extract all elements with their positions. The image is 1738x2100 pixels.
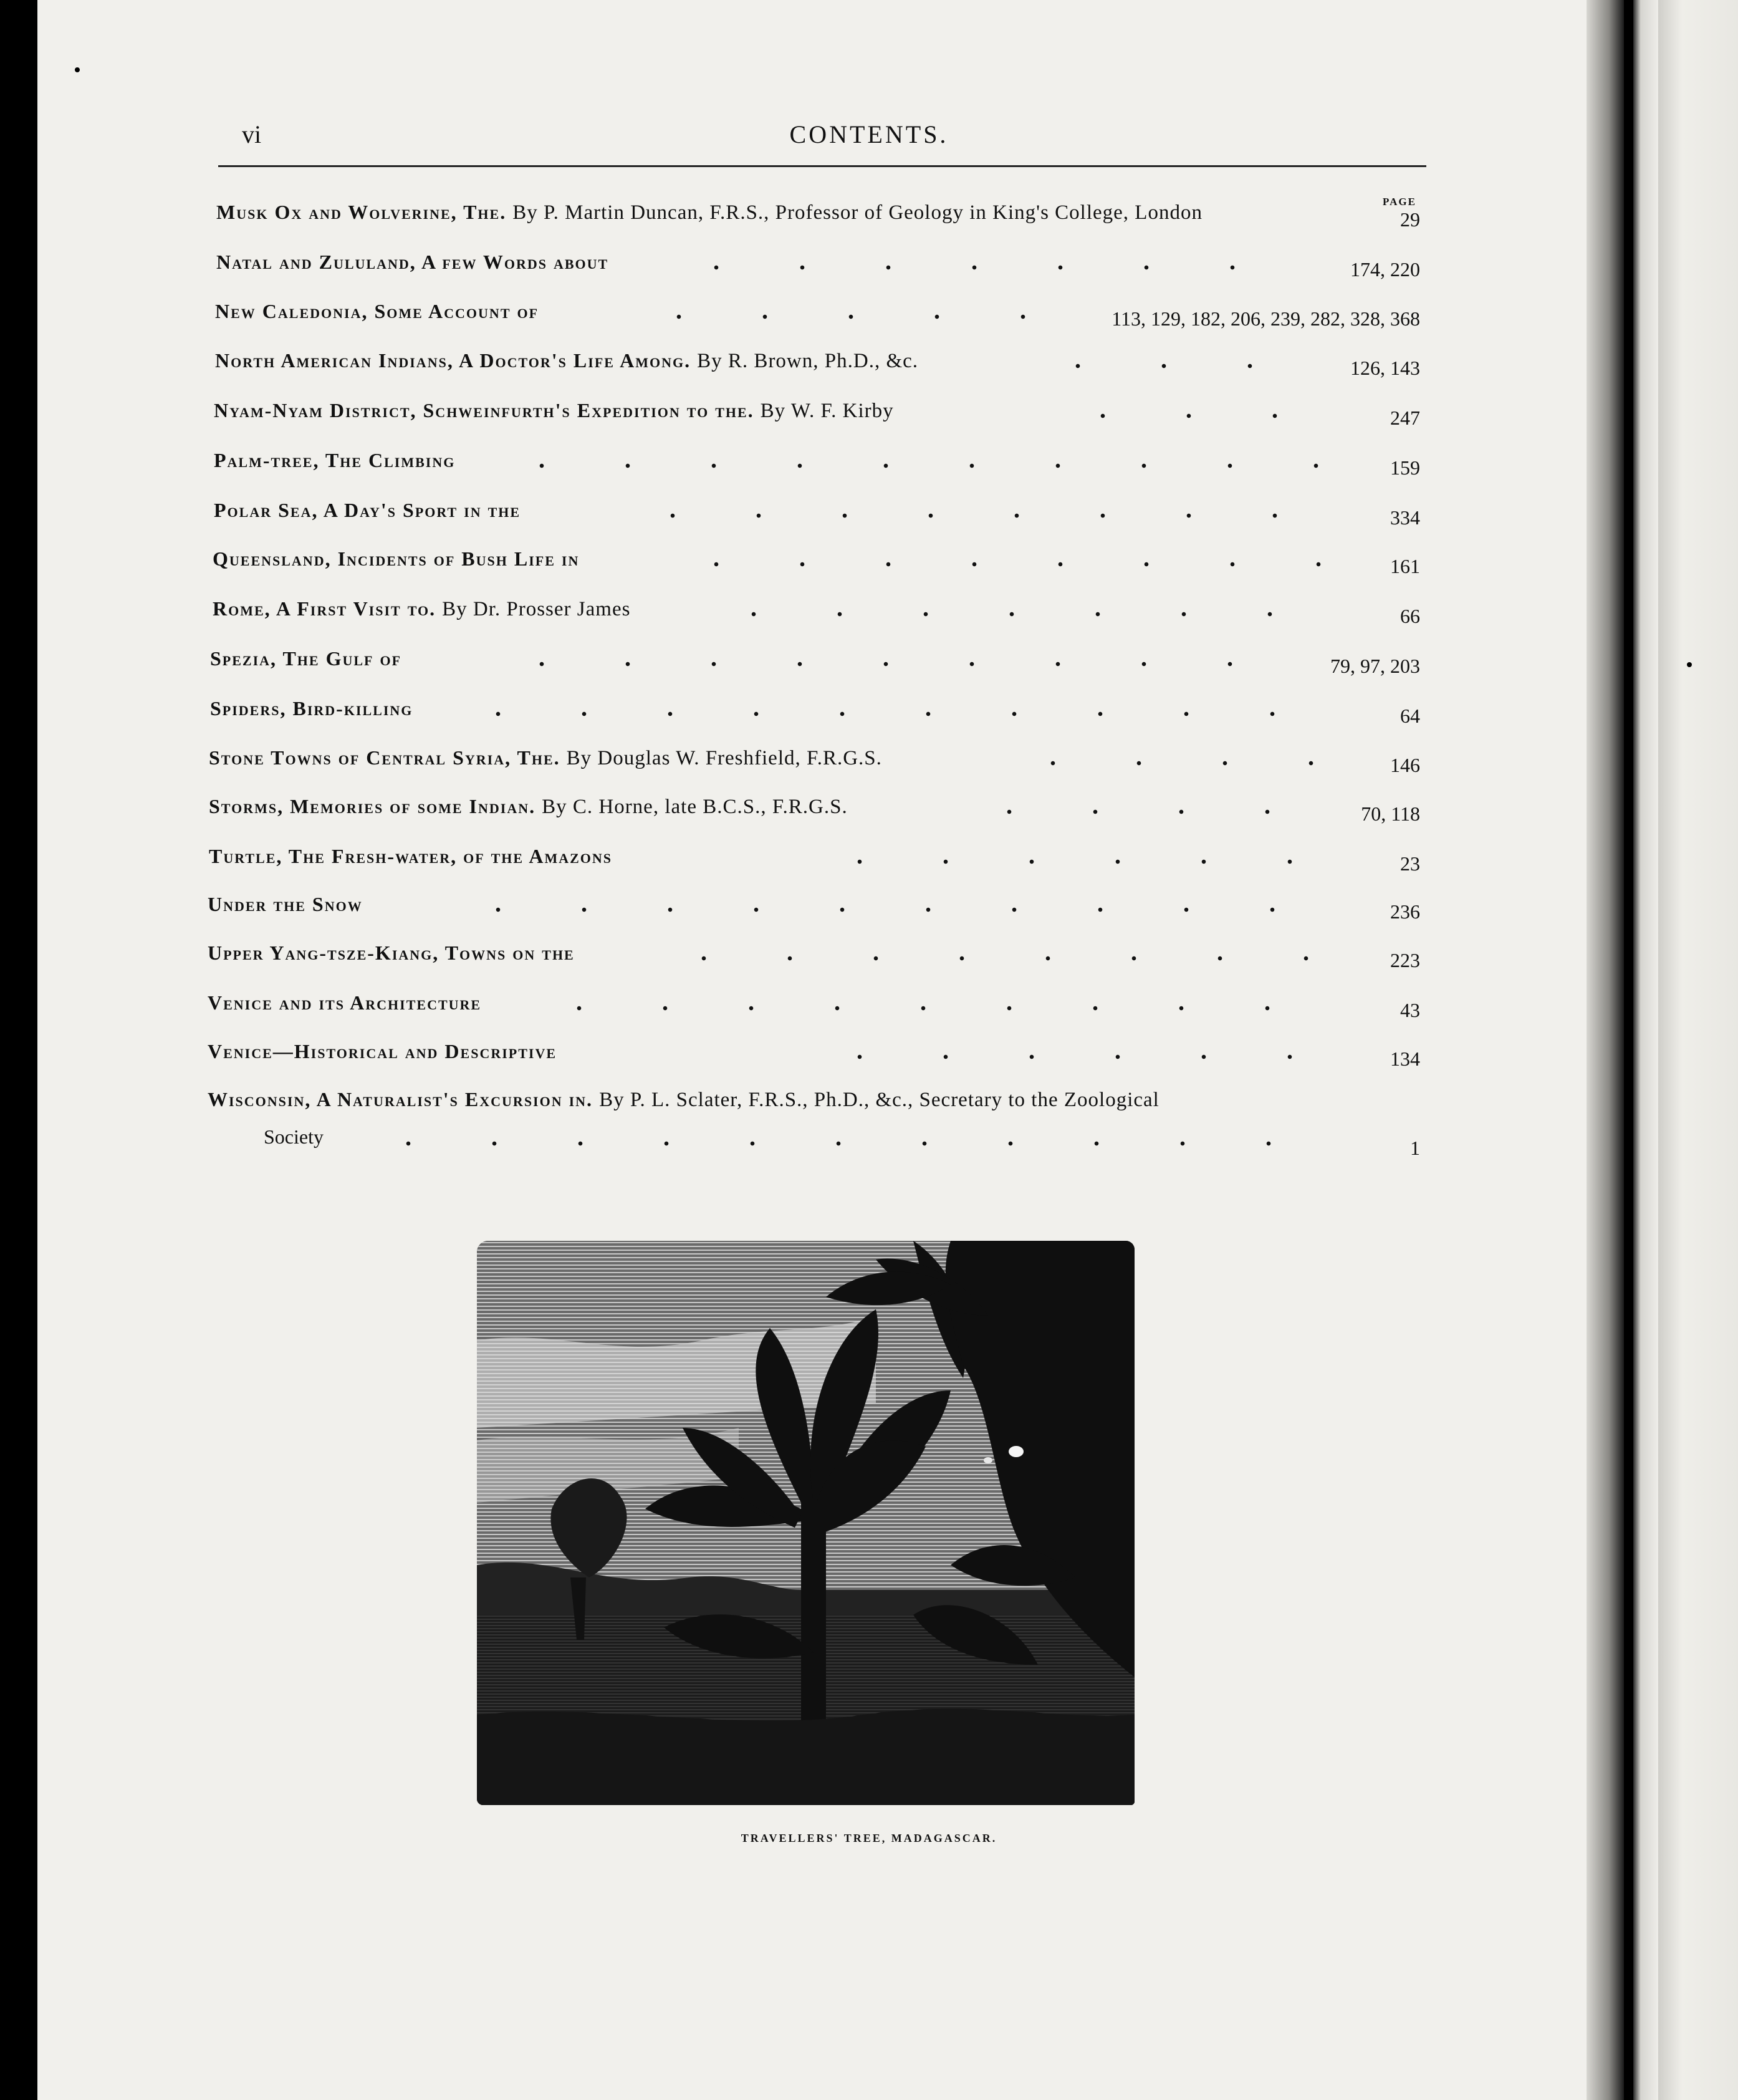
engraving-illustration [477,1241,1135,1805]
entry-title [213,597,630,621]
entry-title-text: Stone Towns of Central Syria, The. [209,746,560,769]
entry-page-number: 64 [1400,705,1420,727]
toc-entry [0,499,1738,536]
dot-leader [817,859,1359,865]
entry-title-text: Rome, A First Visit to. [213,597,436,620]
toc-entry [0,1040,1738,1077]
entry-title-text: Venice—Historical and Descriptive [208,1040,557,1062]
entry-title-text: Palm-tree, The Climbing [214,449,456,471]
dot-leader [661,955,1365,961]
page-column-label: PAGE [1383,196,1416,208]
dot-leader [1035,363,1290,369]
entry-title-text: Wisconsin, A Naturalist's Excursion in. [208,1088,593,1110]
entry-title [216,251,608,274]
entry-page-number: 23 [1400,852,1420,875]
toc-entry [0,647,1738,685]
entry-title [208,1088,1159,1112]
entry-title-text: Polar Sea, A Day's Sport in the [214,499,521,521]
entry-author: By P. L. Sclater, F.R.S., Ph.D., &c., Secretary to the Zoological [599,1089,1159,1111]
dot-leader [711,611,1328,617]
dot-leader [455,907,1328,913]
scan-speck [75,67,80,72]
illustration-caption: TRAVELLERS' TREE, MADAGASCAR. [741,1832,997,1844]
entry-title [215,300,539,323]
dot-leader [455,711,1328,717]
entry-title-text: Musk Ox and Wolverine, The. [216,201,507,223]
entry-title [216,201,1203,224]
entry-title [214,499,521,522]
dot-leader [636,314,1072,320]
entry-author: By C. Horne, late B.C.S., F.R.G.S. [542,796,848,818]
toc-entry [0,547,1738,585]
dot-leader [630,513,1340,519]
entry-author: By P. Martin Duncan, F.R.S., Professor of Geology in King's College, London [512,201,1203,224]
entry-title [210,647,401,670]
entry-title-text: Upper Yang-tsze-Kiang, Towns on the [208,942,575,964]
toc-entry [0,795,1738,832]
dot-leader [966,809,1328,815]
entry-title-text: North American Indians, A Doctor's Life Among. [215,349,691,372]
dot-leader [499,661,1284,667]
entry-page-number: 126, 143 [1350,357,1420,379]
entry-page-number: 159 [1390,456,1420,479]
toc-entry [0,942,1738,979]
dot-leader [1010,760,1371,766]
entry-title-text: Storms, Memories of some Indian. [209,795,536,817]
toc-entry [0,697,1738,735]
toc-entry [0,349,1738,387]
entry-title [209,795,848,819]
entry-title-text: Spezia, The Gulf of [210,647,402,670]
dot-leader [365,1140,1332,1147]
entry-title [214,399,894,423]
entry-title [208,991,481,1014]
toc-entry [0,300,1738,337]
toc-entry [0,597,1738,635]
entry-author: By R. Brown, Ph.D., &c. [697,350,919,372]
toc-entry [0,991,1738,1029]
entry-title-text: Turtle, The Fresh-water, of the Amazons [209,845,612,867]
entry-title [210,697,413,720]
entry-title [213,547,579,571]
entry-page-number: 247 [1390,407,1420,429]
entry-page-number: 161 [1390,555,1420,577]
entry-page-number: 70, 118 [1361,802,1420,825]
entry-page-number: 79, 97, 203 [1330,655,1420,677]
running-head: CONTENTS. [789,120,949,148]
entry-title [208,893,363,916]
entry-author: By Douglas W. Freshfield, F.R.G.S. [566,747,882,769]
entry-author: By W. F. Kirby [760,400,894,422]
entry-title [215,349,918,373]
entry-title [209,746,882,770]
entry-title-text: Under the Snow [208,893,363,915]
entry-page-number: 236 [1390,900,1420,923]
entry-title-text: Venice and its Architecture [208,991,482,1014]
entry-page-number: 223 [1390,949,1420,971]
toc-entry [0,449,1738,486]
entry-page-number: 146 [1390,754,1420,776]
entry-page-number: 113, 129, 182, 206, 239, 282, 328, 368 [1111,307,1420,330]
entry-page-number: 66 [1400,605,1420,627]
entry-title [208,942,575,965]
entry-author: By Dr. Prosser James [442,598,631,620]
toc-entry [0,399,1738,436]
dot-leader [673,561,1384,567]
entry-page-number: 1 [1410,1137,1420,1159]
toc-entry [0,746,1738,784]
toc-entry [0,201,1738,238]
dot-leader [499,463,1371,469]
toc-entry [0,251,1738,288]
entry-page-number: 334 [1390,506,1420,529]
dot-leader [536,1005,1328,1011]
entry-title [214,449,455,472]
page-folio: vi [242,120,262,148]
entry-title [209,845,612,868]
header-rule [218,165,1426,167]
entry-title-text: New Caledonia, Some Account of [215,300,539,322]
toc-entry [0,1088,1738,1159]
entry-continuation: Society [264,1125,324,1148]
entry-title-text: Spiders, Bird-killing [210,697,413,720]
entry-title [208,1040,557,1063]
toc-entry [0,845,1738,882]
entry-title-text: Queensland, Incidents of Bush Life in [213,547,580,570]
entry-title-text: Natal and Zululand, A few Words about [216,251,609,273]
entry-page-number: 134 [1390,1048,1420,1070]
dot-leader [817,1054,1365,1060]
entry-title-text: Nyam-Nyam District, Schweinfurth's Expedition to the. [214,399,754,421]
entry-page-number: 174, 220 [1350,258,1420,281]
dot-leader [1060,413,1340,419]
toc-entry [0,893,1738,930]
entry-page-number: 29 [1400,208,1420,231]
dot-leader [673,264,1290,271]
entry-page-number: 43 [1400,999,1420,1021]
